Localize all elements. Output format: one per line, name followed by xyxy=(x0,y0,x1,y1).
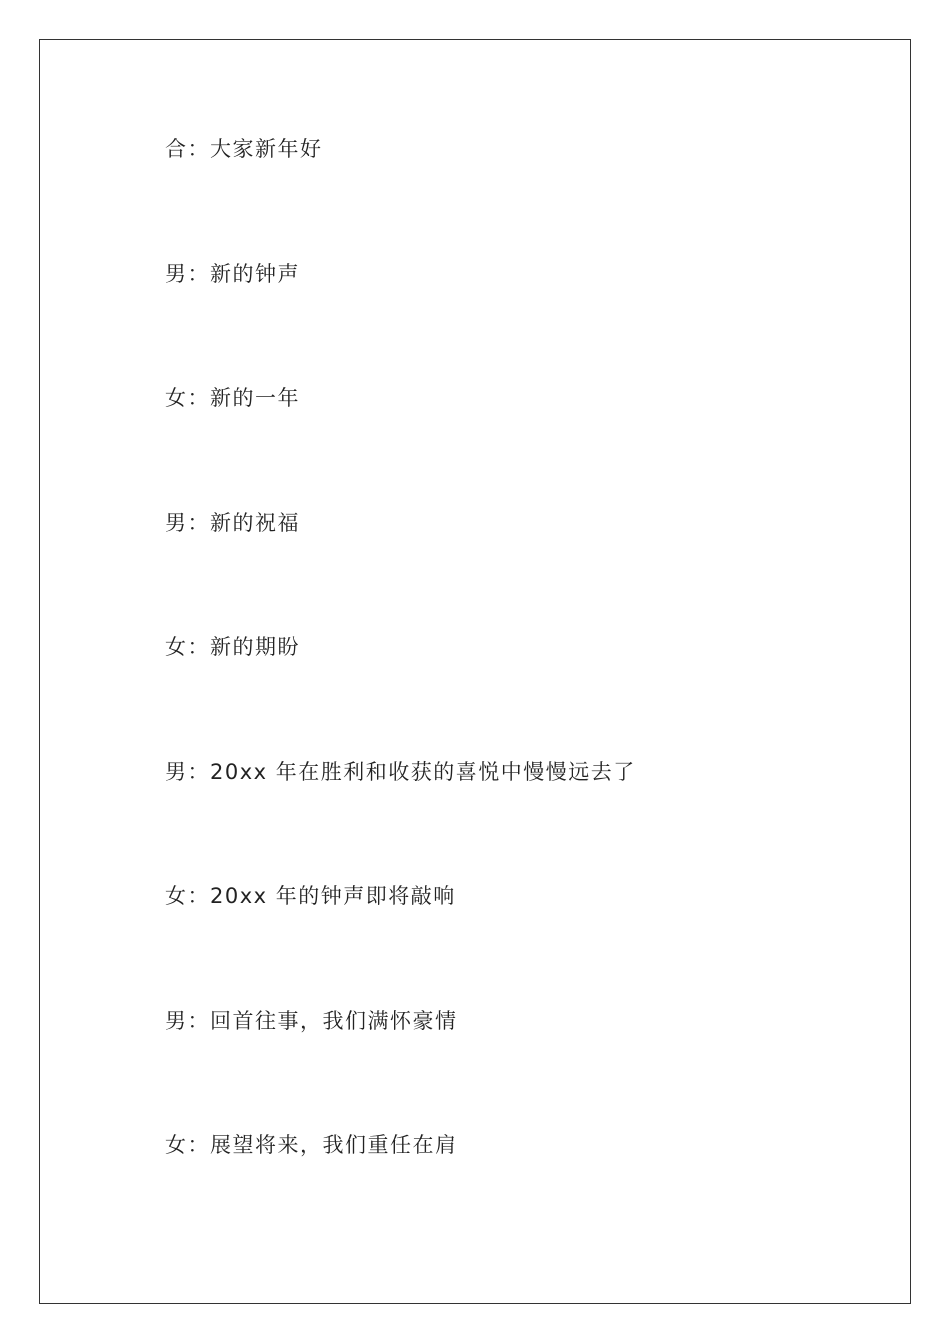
speech-text: 20xx 年在胜利和收获的喜悦中慢慢远去了 xyxy=(210,759,636,784)
speaker-colon: ： xyxy=(187,1008,210,1033)
speaker-colon: ： xyxy=(187,635,210,659)
script-line-5 xyxy=(165,632,636,757)
script-line-7 xyxy=(165,881,636,1006)
speaker-label: 男 xyxy=(165,759,188,784)
speaker-colon: ： xyxy=(187,261,210,286)
speaker-label: 男 xyxy=(165,1008,188,1033)
speech-text: 新的钟声 xyxy=(210,261,300,286)
speech-text: 回首往事，我们满怀豪情 xyxy=(210,1008,458,1033)
speech-text: 新的祝福 xyxy=(210,510,300,535)
speech-text: 20xx 年的钟声即将敲响 xyxy=(210,884,456,908)
script-line-8 xyxy=(165,1006,636,1131)
speech-text: 大家新年好 xyxy=(210,137,323,161)
speaker-colon: ： xyxy=(187,137,210,161)
speech-text: 新的一年 xyxy=(210,386,300,410)
speaker-label: 女 xyxy=(165,635,188,659)
speaker-label: 女 xyxy=(165,884,188,908)
speech-text: 展望将来，我们重任在肩 xyxy=(210,1133,458,1157)
script-line-2 xyxy=(165,259,636,384)
script-line-6 xyxy=(165,757,636,882)
speaker-label: 男 xyxy=(165,510,188,535)
speaker-label: 女 xyxy=(165,386,188,410)
speech-text: 新的期盼 xyxy=(210,635,300,659)
speaker-colon: ： xyxy=(187,1133,210,1157)
speaker-colon: ： xyxy=(187,510,210,535)
script-line-1 xyxy=(165,134,636,259)
speaker-colon: ： xyxy=(187,386,210,410)
speaker-colon: ： xyxy=(187,884,210,908)
speaker-colon: ： xyxy=(187,759,210,784)
speaker-label: 女 xyxy=(165,1133,188,1157)
script-line-9 xyxy=(165,1130,636,1255)
speaker-label: 男 xyxy=(165,261,188,286)
speaker-label: 合 xyxy=(165,137,188,161)
script-lines xyxy=(165,134,636,1255)
script-line-4 xyxy=(165,508,636,633)
script-line-3 xyxy=(165,383,636,508)
